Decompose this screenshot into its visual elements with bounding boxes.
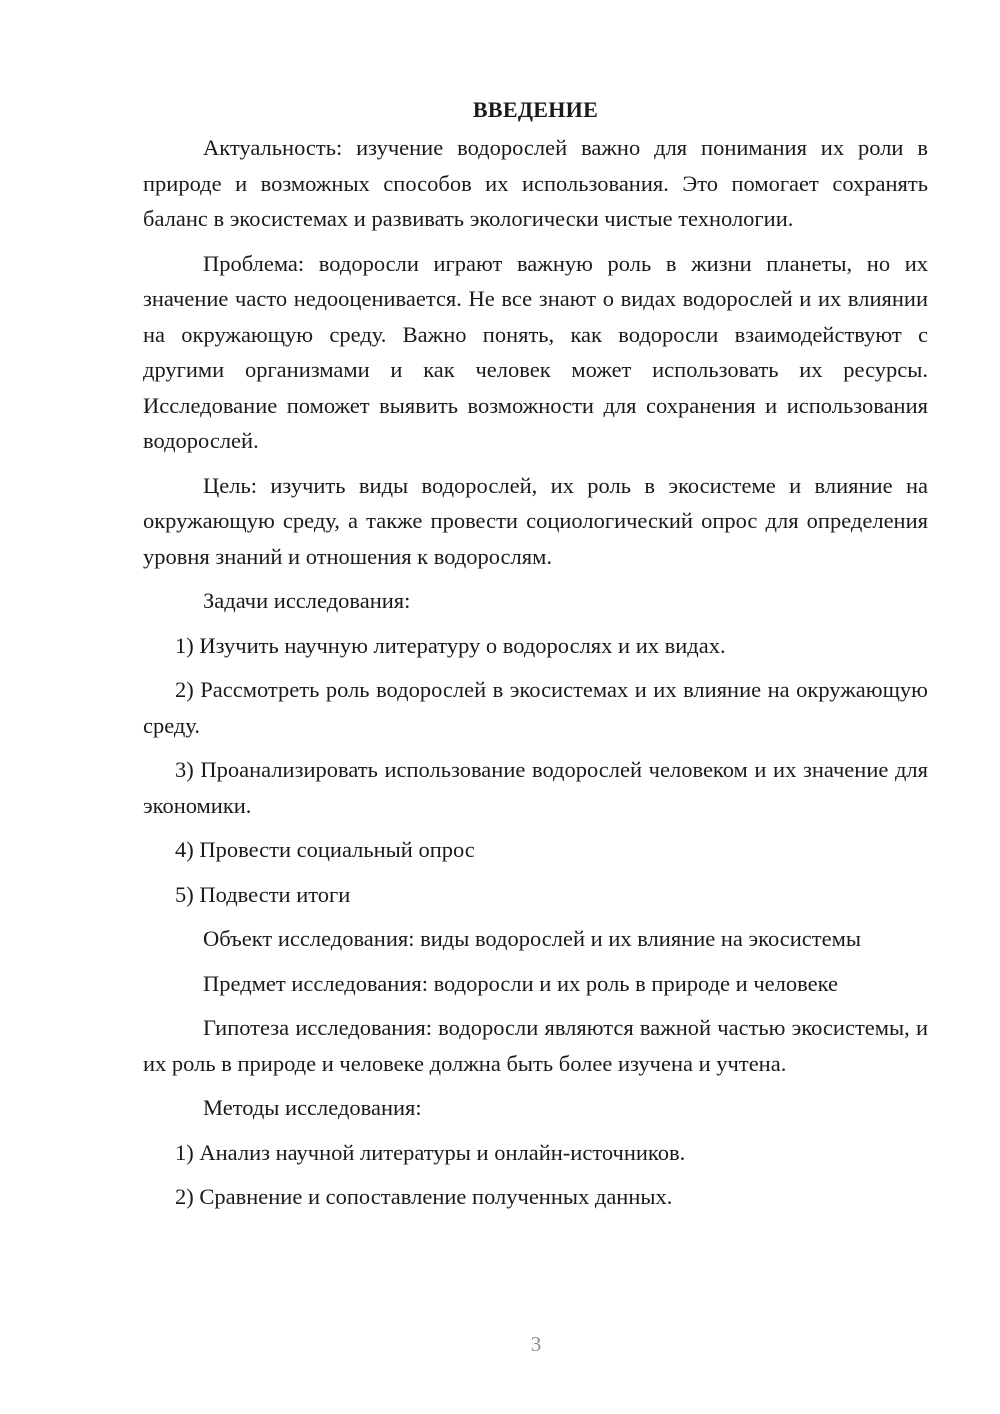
list-item-task-3: 3) Проанализировать использование водорослей человеком и их значение для экономики. xyxy=(143,757,928,818)
page-number: 3 xyxy=(530,1332,542,1356)
paragraph-problem: Проблема: водоросли играют важную роль в жизни планеты, но их значение часто недооценивается. Не все знают о видах водорослей и их влиянии на окружающую среду. Важно понять, как водоросли взаимодействуют с другими организмами и как человек может использовать их ресурсы. Исследование поможет выявить возможности для сохранения и использования водорослей. xyxy=(143,250,928,453)
list-item-task-4: 4) Провести социальный опрос xyxy=(175,837,475,862)
page-content xyxy=(143,92,928,1224)
paragraph-relevance: Актуальность: изучение водорослей важно для понимания их роли в природе и возможных способов их использования. Это помогает сохранять баланс в экосистемах и развивать экологически чистые технологии. xyxy=(143,135,928,231)
list-item-method-1: 1) Анализ научной литературы и онлайн-источников. xyxy=(175,1139,686,1165)
list-item-method-2: 2) Сравнение и сопоставление полученных данных. xyxy=(175,1184,673,1209)
paragraph-tasks-heading: Задачи исследования: xyxy=(203,588,411,613)
paragraph-methods-heading: Методы исследования: xyxy=(203,1095,422,1120)
paragraph-goal: Цель: изучить виды водорослей, их роль в экосистеме и влияние на окружающую среду, а также провести социологический опрос для определения уровня знаний и отношения к водорослям. xyxy=(143,472,928,569)
page-title: ВВЕДЕНИЕ xyxy=(472,97,599,122)
paragraph-object: Объект исследования: виды водорослей и их влияние на экосистемы xyxy=(203,926,861,951)
paragraph-hypothesis: Гипотеза исследования: водоросли являются важной частью экосистемы, и их роль в природе и человеке должна быть более изучена и учтена. xyxy=(143,1015,928,1076)
list-item-task-1: 1) Изучить научную литературу о водорослях и их видах. xyxy=(175,632,726,658)
list-item-task-5: 5) Подвести итоги xyxy=(175,881,351,907)
list-item-task-2: 2) Рассмотреть роль водорослей в экосистемах и их влияние на окружающую среду. xyxy=(143,677,928,738)
paragraph-subject: Предмет исследования: водоросли и их роль в природе и человеке xyxy=(203,970,838,996)
